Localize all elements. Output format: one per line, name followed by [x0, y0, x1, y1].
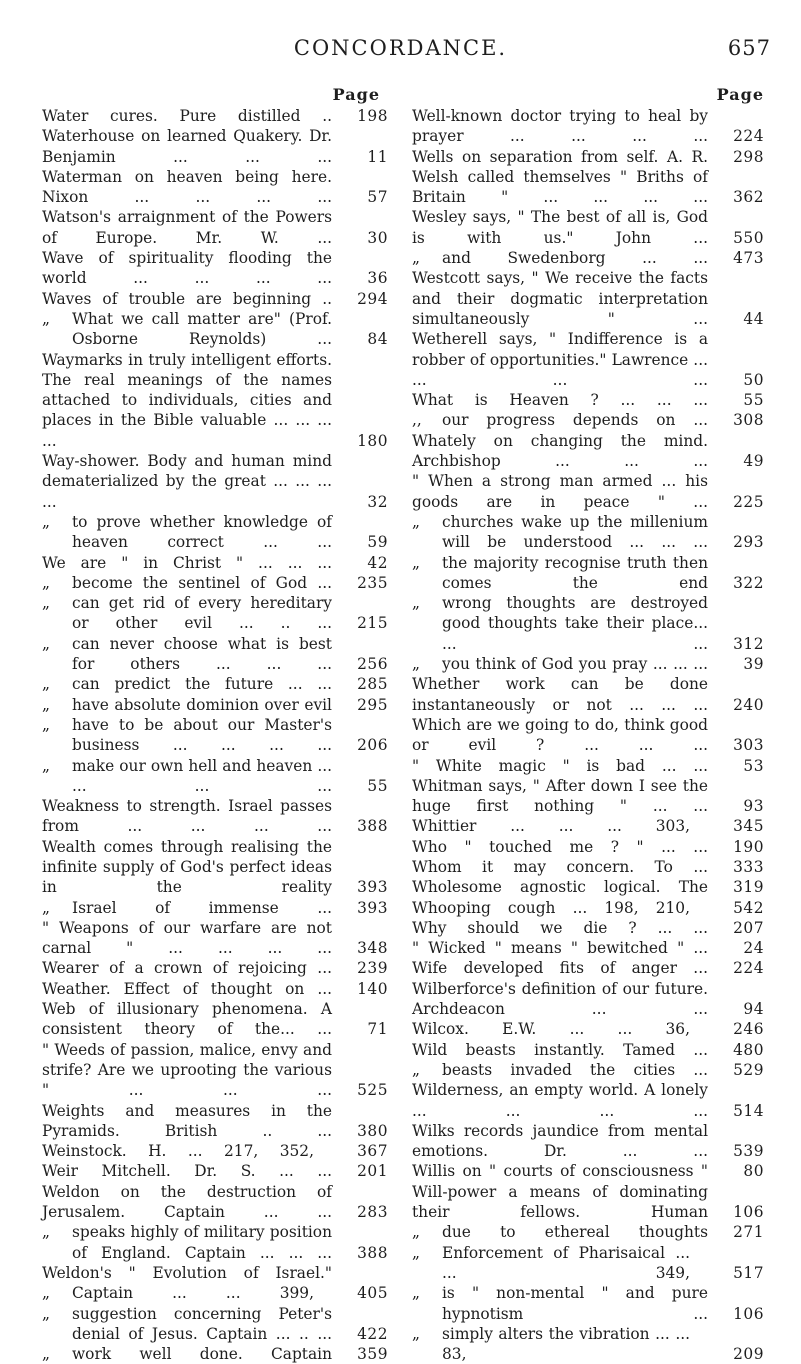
page-reference: 84: [367, 330, 388, 349]
index-entry: [412, 979, 764, 1020]
page-reference: 359: [357, 1345, 388, 1364]
index-entry: [42, 1101, 388, 1142]
index-entry: [412, 390, 764, 410]
index-entry: [42, 248, 388, 289]
page-reference: 480: [733, 1040, 764, 1059]
index-entry: [42, 553, 388, 573]
index-entry: [42, 715, 388, 756]
entry-text: Wells on separation from self. A. R.: [412, 147, 708, 166]
entry-text: Whom it may concern. To ...: [412, 857, 708, 876]
ditto-mark: „: [412, 553, 420, 572]
entry-text: Wetherell says, " Indifference is a robber of opportunities." Lawrence ... ... ... ...: [412, 330, 708, 389]
index-entry: [412, 756, 764, 776]
entry-text: can never choose what is best for others ... ... ...: [72, 634, 332, 674]
page-reference: 50: [743, 370, 764, 389]
entry-text: " When a strong man armed ... his goods are in peace " ...: [412, 472, 708, 511]
index-entry: [42, 1344, 388, 1364]
ditto-mark: „: [42, 1284, 50, 1303]
entry-text: Wesley says, " The best of all is, God is with us." John ...: [412, 208, 708, 247]
entry-text: Whitman says, " After down I see the huge first nothing " ... ...: [412, 776, 708, 816]
page-reference: 93: [743, 797, 764, 816]
entry-text: Weights and measures in the Pyramids. British .. ...: [42, 1101, 332, 1140]
ditto-mark: „: [42, 573, 50, 592]
entry-text: Whittier ... ... ... 303,: [412, 817, 690, 836]
index-entry: [412, 1324, 764, 1364]
entry-text: Weir Mitchell. Dr. S. ... ...: [42, 1162, 332, 1181]
ditto-mark: „: [412, 1243, 420, 1262]
entry-text: Willis on " courts of consciousness ": [412, 1162, 708, 1181]
entry-text: Weinstock. H. ... 217, 352,: [42, 1142, 314, 1161]
index-entry: [412, 167, 764, 208]
entry-text: Welsh called themselves " Briths of Britain " ... ... ... ...: [412, 167, 708, 207]
index-entry: [412, 207, 764, 248]
index-entry: [412, 512, 764, 553]
page-reference: 30: [367, 228, 388, 247]
index-entry: [42, 958, 388, 978]
page-reference: 256: [357, 655, 388, 674]
page-reference: 380: [357, 1121, 388, 1140]
right-column: [412, 84, 764, 1364]
page-reference: 367: [357, 1142, 388, 1161]
page-reference: 80: [743, 1162, 764, 1181]
index-entry: [42, 674, 388, 694]
entry-text: Waves of trouble are beginning ..: [42, 289, 332, 308]
index-entry: [412, 857, 764, 877]
index-entry: [412, 898, 764, 918]
entry-text: can get rid of every hereditary or other evil ... .. ...: [72, 594, 332, 633]
index-entry: [412, 1060, 764, 1080]
page-reference: 240: [733, 695, 764, 714]
page-reference: 94: [743, 1000, 764, 1019]
index-entry: [42, 1222, 388, 1263]
index-entry: [412, 553, 764, 594]
entry-list: [412, 106, 764, 1364]
page-reference: 333: [733, 857, 764, 876]
page-reference: 517: [733, 1263, 764, 1282]
page-reference: 198: [357, 107, 388, 125]
page-reference: 71: [367, 1020, 388, 1039]
ditto-mark: „: [42, 634, 50, 653]
page-reference: 285: [357, 675, 388, 694]
ditto-mark: „: [42, 512, 50, 531]
page-reference: 55: [743, 391, 764, 410]
index-entry: [42, 796, 388, 837]
entry-text: suggestion concerning Peter's denial of Jesus. Captain ... .. ...: [72, 1304, 332, 1343]
entry-text: Weather. Effect of thought on ...: [42, 979, 332, 998]
ditto-mark: „: [412, 1223, 420, 1242]
index-entry: [412, 1243, 764, 1284]
entry-text: Waterhouse on learned Quakery. Dr. Benjamin ... ... ...: [42, 127, 332, 166]
page-reference: 294: [357, 289, 388, 308]
entry-text: and Swedenborg ... ...: [442, 249, 708, 268]
page-reference: 405: [357, 1284, 388, 1303]
entry-text: Which are we going to do, think good or evil ? ... ... ...: [412, 715, 708, 755]
entry-text: " White magic " is bad ... ...: [412, 756, 708, 775]
page-reference: 319: [733, 878, 764, 897]
index-entry: [42, 999, 388, 1040]
page-reference: 140: [357, 979, 388, 998]
index-entry: [412, 958, 764, 978]
page-reference: 36: [367, 269, 388, 288]
index-entry: [412, 329, 764, 390]
entry-text: Captain ... ... 399,: [72, 1284, 314, 1303]
page-reference: 422: [357, 1324, 388, 1343]
index-entry: [412, 877, 764, 897]
entry-text: Will-power a means of dominating their fellows. Human: [412, 1182, 708, 1222]
ditto-mark: „: [42, 309, 50, 328]
index-entry: [412, 1161, 764, 1181]
page-reference: 49: [743, 452, 764, 471]
entry-text: Whooping cough ... 198, 210,: [412, 898, 690, 917]
index-entry: [412, 1019, 764, 1039]
page-reference: 57: [367, 188, 388, 207]
page-reference: 362: [733, 188, 764, 207]
ditto-mark: „: [42, 1304, 50, 1323]
index-entry: [412, 674, 764, 715]
page-reference: 283: [357, 1203, 388, 1222]
page-reference: 206: [357, 736, 388, 755]
entry-text: Whately on changing the mind. Archbishop ... ... ...: [412, 431, 708, 471]
index-entry: [412, 816, 764, 836]
index-entry: [42, 1263, 388, 1283]
entry-text: Way-shower. Body and human mind dematerialized by the great ... ... ... ...: [42, 452, 332, 511]
index-entry: [412, 1080, 764, 1121]
page-reference: 322: [733, 573, 764, 592]
page-reference: 215: [357, 614, 388, 633]
index-entry: [42, 1182, 388, 1223]
index-entry: [412, 715, 764, 756]
ditto-mark: „: [412, 594, 420, 613]
entry-text: Wilcox. E.W. ... ... 36,: [412, 1020, 690, 1039]
entry-text: What we call matter are" (Prof. Osborne Reynolds) ...: [72, 309, 332, 349]
left-column: [42, 84, 388, 1364]
index-entry: [412, 1040, 764, 1060]
index-entry: [412, 471, 764, 512]
entry-text: Waterman on heaven being here. Nixon ... ... ... ...: [42, 167, 332, 207]
entry-text: Who " touched me ? " ... ...: [412, 837, 708, 856]
page-reference: 59: [367, 533, 388, 552]
index-entry: [412, 410, 764, 430]
index-entry: [412, 248, 764, 268]
index-entry: [42, 289, 388, 309]
page-reference: 529: [733, 1060, 764, 1079]
page-reference: 209: [733, 1345, 764, 1364]
entry-text: can predict the future ... ...: [72, 675, 332, 694]
page-reference: 393: [357, 878, 388, 897]
index-entry: [412, 1182, 764, 1223]
page-reference: 180: [357, 431, 388, 450]
entry-text: " Weapons of our warfare are not carnal " ... ... ... ...: [42, 918, 332, 958]
ditto-mark: „: [42, 756, 50, 775]
entry-text: Israel of immense ...: [72, 898, 332, 917]
index-entry: [42, 451, 388, 512]
ditto-mark: „: [42, 1345, 50, 1364]
index-entry: [412, 654, 764, 674]
entry-text: Weldon on the destruction of Jerusalem. Captain ... ...: [42, 1182, 332, 1222]
index-entry: [42, 207, 388, 248]
page-reference: 308: [733, 411, 764, 430]
entry-text: churches wake up the millenium will be understood ... ... ...: [442, 512, 708, 552]
entry-text: Watson's arraignment of the Powers of Europe. Mr. W. ...: [42, 208, 332, 247]
index-entry: [42, 309, 388, 350]
index-entry: [42, 756, 388, 797]
entry-text: Weakness to strength. Israel passes from ... ... ... ...: [42, 797, 332, 836]
index-entry: [42, 1040, 388, 1101]
index-entry: [42, 837, 388, 898]
entry-text: Why should we die ? ... ...: [412, 918, 708, 937]
entry-text: our progress depends on ...: [442, 411, 708, 430]
entry-text: Whether work can be done instantaneously or not ... ... ...: [412, 675, 708, 714]
ditto-mark: „: [42, 695, 50, 714]
entry-text: Wilks records jaundice from mental emotions. Dr. ... ...: [412, 1121, 708, 1161]
index-entry: [42, 573, 388, 593]
index-entry: [412, 938, 764, 958]
entry-text: Westcott says, " We receive the facts and their dogmatic interpretation simultaneously " ...: [412, 269, 708, 328]
index-entry: [412, 776, 764, 817]
entry-text: Water cures. Pure distilled ..: [42, 107, 332, 125]
ditto-mark: „: [412, 1324, 420, 1343]
page-reference: 246: [733, 1020, 764, 1039]
index-entry: [42, 350, 388, 451]
index-entry: [42, 1161, 388, 1181]
entry-text: Wearer of a crown of rejoicing ...: [42, 959, 332, 978]
page-reference: 271: [733, 1223, 764, 1242]
page-number: 657: [727, 36, 771, 60]
index-entry: [412, 593, 764, 654]
index-entry: [412, 1121, 764, 1162]
index-entry: [42, 1283, 388, 1303]
entry-text: Enforcement of Pharisaical ... ... 349,: [442, 1243, 690, 1282]
page-reference: 312: [733, 634, 764, 653]
page-reference: 55: [367, 776, 388, 795]
index-entry: [42, 512, 388, 553]
page-reference: 44: [743, 309, 764, 328]
page-reference: 42: [367, 553, 388, 572]
entry-text: Waymarks in truly intelligent efforts. The real meanings of the names attached to individuals, cities and places in the Bible valuable ... ... ... ...: [42, 350, 332, 450]
index-entry: [42, 898, 388, 918]
page-reference: 39: [743, 655, 764, 674]
page-reference: 190: [733, 837, 764, 856]
page-reference: 106: [733, 1203, 764, 1222]
ditto-mark: „: [412, 1060, 420, 1079]
entry-text: speaks highly of military position of England. Captain ... ... ...: [72, 1223, 332, 1262]
index-entry: [42, 1141, 388, 1161]
index-entry: [412, 431, 764, 472]
ditto-mark: „: [412, 512, 420, 531]
column-heading: Page: [716, 85, 764, 104]
entry-text: simply alters the vibration ... ... 83,: [442, 1324, 690, 1364]
page-reference: 53: [743, 756, 764, 775]
index-entry: [42, 695, 388, 715]
page-reference: 235: [357, 573, 388, 592]
page-reference: 224: [733, 959, 764, 978]
page-reference: 239: [357, 959, 388, 978]
index-entry: [42, 979, 388, 999]
page-reference: 207: [733, 918, 764, 937]
running-title: CONCORDANCE.: [293, 36, 508, 60]
entry-text: Wave of spirituality flooding the world ... ... ... ...: [42, 249, 332, 288]
page-reference: 224: [733, 127, 764, 146]
entry-text: Wife developed fits of anger ...: [412, 959, 708, 978]
entry-text: due to ethereal thoughts: [442, 1223, 708, 1242]
index-entry: [412, 106, 764, 147]
entry-text: Wholesome agnostic logical. The: [412, 878, 708, 897]
page-reference: 393: [357, 898, 388, 917]
index-entry: [412, 147, 764, 167]
page-reference: 298: [733, 147, 764, 166]
index-entry: [42, 106, 388, 126]
entry-text: is " non-mental " and pure hypnotism ...: [442, 1284, 708, 1323]
page-reference: 539: [733, 1142, 764, 1161]
page-reference: 24: [743, 939, 764, 958]
page-reference: 514: [733, 1101, 764, 1120]
index-entry: [42, 126, 388, 167]
page-reference: 225: [733, 492, 764, 511]
ditto-mark: ,,: [412, 411, 422, 430]
page-reference: 303: [733, 736, 764, 755]
ditto-mark: „: [412, 1284, 420, 1303]
ditto-mark: „: [412, 249, 420, 268]
entry-text: Weldon's " Evolution of Israel.": [42, 1263, 332, 1282]
page-reference: 388: [357, 1243, 388, 1262]
entry-text: What is Heaven ? ... ... ...: [412, 391, 708, 410]
page-reference: 525: [357, 1081, 388, 1100]
column-heading: Page: [332, 85, 380, 104]
page-reference: 32: [367, 492, 388, 511]
entry-text: Wilderness, an empty world. A lonely ... ... ... ...: [412, 1081, 708, 1120]
ditto-mark: „: [42, 594, 50, 613]
ditto-mark: „: [42, 715, 50, 734]
entry-text: Web of illusionary phenomena. A consistent theory of the... ...: [42, 1000, 332, 1039]
entry-text: you think of God you pray ... ... ...: [442, 655, 708, 674]
index-entry: [412, 1222, 764, 1242]
page-reference: 201: [357, 1162, 388, 1181]
page-reference: 295: [357, 695, 388, 714]
entry-text: " Weeds of passion, malice, envy and strife? Are we uprooting the various " ... ... ...: [42, 1040, 332, 1100]
page-reference: 542: [733, 898, 764, 917]
entry-text: the majority recognise truth then comes the end: [442, 553, 708, 592]
page-reference: 348: [357, 939, 388, 958]
ditto-mark: „: [42, 898, 50, 917]
entry-text: have to be about our Master's business ... ... ... ...: [72, 715, 332, 755]
entry-text: beasts invaded the cities ...: [442, 1060, 708, 1079]
page-reference: 293: [733, 533, 764, 552]
page-reference: 106: [733, 1304, 764, 1323]
page-reference: 345: [733, 817, 764, 836]
entry-text: work well done. Captain: [72, 1345, 332, 1364]
page-reference: 473: [733, 249, 764, 268]
entry-text: Well-known doctor trying to heal by prayer ... ... ... ...: [412, 107, 708, 146]
entry-text: to prove whether knowledge of heaven correct ... ...: [72, 512, 332, 552]
index-entry: [412, 1283, 764, 1324]
entry-text: Wild beasts instantly. Tamed ...: [412, 1040, 708, 1059]
entry-text: Wealth comes through realising the infinite supply of God's perfect ideas in the reality: [42, 837, 332, 897]
index-entry: [412, 918, 764, 938]
entry-text: Wilberforce's definition of our future. Archdeacon ... ...: [412, 979, 708, 1019]
page-reference: 11: [367, 147, 388, 166]
page-reference: 550: [733, 228, 764, 247]
entry-text: " Wicked " means " bewitched " ...: [412, 939, 708, 958]
page-reference: 388: [357, 817, 388, 836]
index-entry: [412, 837, 764, 857]
ditto-mark: „: [42, 1223, 50, 1242]
index-entry: [42, 634, 388, 675]
entry-text: We are " in Christ " ... ... ...: [42, 553, 332, 572]
entry-text: wrong thoughts are destroyed good thoughts take their place... ... ...: [442, 594, 708, 653]
index-entry: [42, 167, 388, 208]
index-entry: [412, 268, 764, 329]
entry-text: become the sentinel of God ...: [72, 573, 332, 592]
entry-text: make our own hell and heaven ... ... ... ...: [72, 756, 332, 795]
index-entry: [42, 918, 388, 959]
entry-text: have absolute dominion over evil: [72, 695, 332, 714]
entry-list: [42, 106, 388, 1364]
index-entry: [42, 1304, 388, 1345]
ditto-mark: „: [42, 675, 50, 694]
ditto-mark: „: [412, 655, 420, 674]
index-entry: [42, 593, 388, 634]
